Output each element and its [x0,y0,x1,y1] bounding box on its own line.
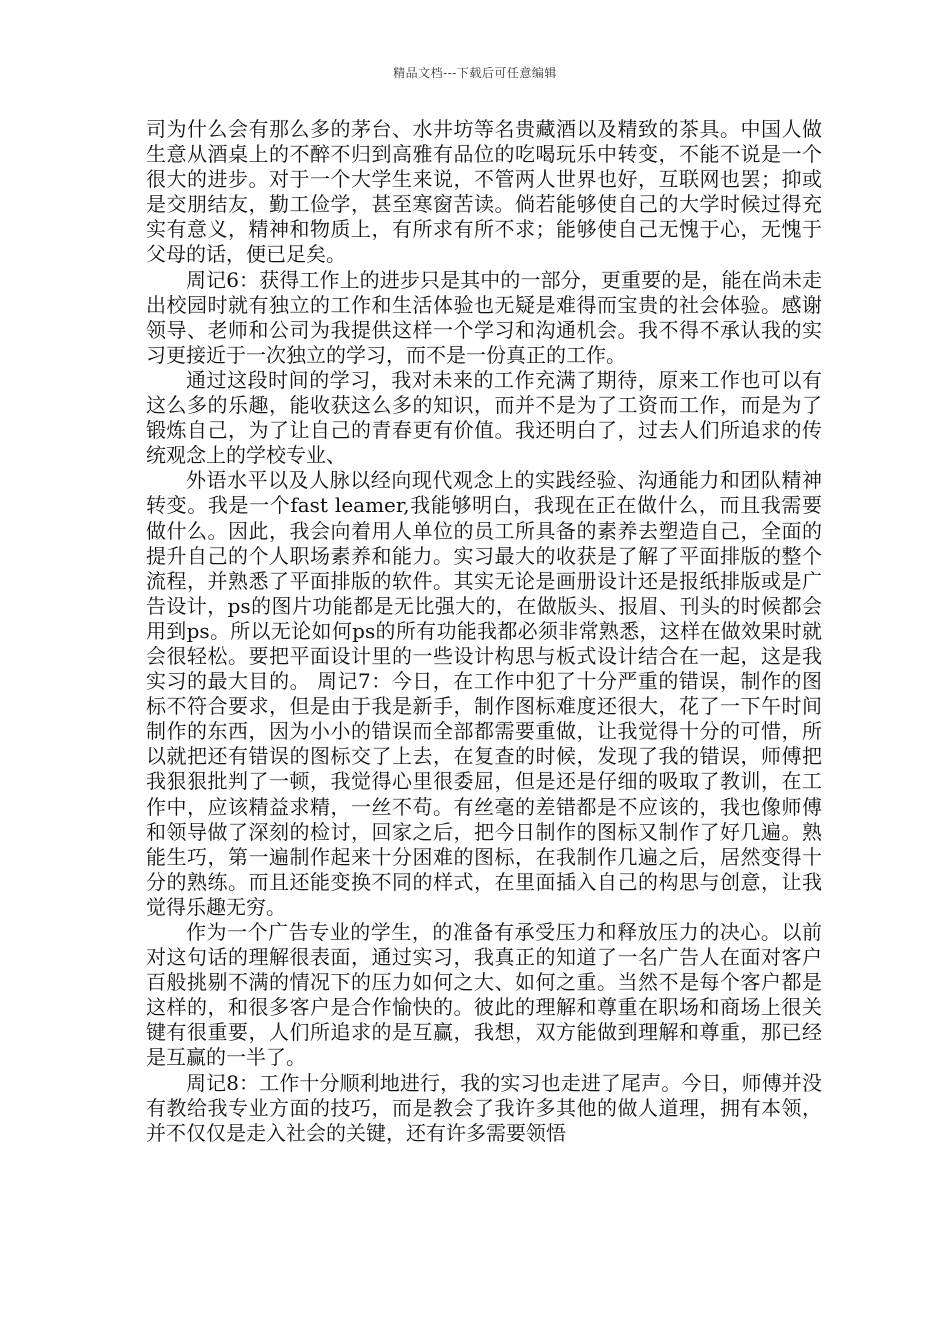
paragraph-1: 司为什么会有那么多的茅台、水井坊等名贵藏酒以及精致的茶具。中国人做生意从酒桌上的不醉不归到高雅有品位的吃喝玩乐中转变，不能不说是一个很大的进步。对于一个大学生来说，不管两人世界也好，互联网也罢；抑或是交朋结友，勤工俭学，甚至寒窗苦读。倘若能够使自己的大学时候过得充实有意义，精神和物质上，有所求有所不求；能够使自己无愧于心，无愧于父母的话，便已足矣。 [146,117,822,267]
paragraph-6: 周记8：工作十分顺利地进行，我的实习也走进了尾声。今日，师傅并没有教给我专业方面的技巧，而是教会了我许多其他的做人道理，拥有本领，并不仅仅是走入社会的关键，还有许多需要领悟 [146,1070,822,1145]
paragraph-4: 外语水平以及人脉以经向现代观念上的实践经验、沟通能力和团队精神转变。我是一个fast leamer,我能够明白，我现在正在做什么，而且我需要做什么。因此，我会向着用人单位的员工所具备的素养去塑造自己，全面的提升自己的个人职场素养和能力。实习最大的收获是了解了平面排版的整个流程，并熟悉了平面排版的软件。其实无论是画册设计还是报纸排版或是广告设计，ps的图片功能都是无比强大的，在做版头、报眉、刊头的时候都会用到ps。所以无论如何ps的所有功能我都必须非常熟悉，这样在做效果时就会很轻松。要把平面设计里的一些设计构思与板式设计结合在一起，这是我实习的最大目的。 周记7：今日，在工作中犯了十分严重的错误，制作的图标不符合要求，但是由于我是新手，制作图标难度还很大，花了一下午时间制作的东西，因为小小的错误而全部都需要重做，让我觉得十分的可惜，所以就把还有错误的图标交了上去，在复查的时候，发现了我的错误，师傅把我狠狠批判了一顿，我觉得心里很委屈，但是还是仔细的吸取了教训，在工作中，应该精益求精，一丝不苟。有丝毫的差错都是不应该的，我也像师傅和领导做了深刻的检讨，回家之后，把今日制作的图标又制作了好几遍。熟能生巧，第一遍制作起来十分困难的图标，在我制作几遍之后，居然变得十分的熟练。而且还能变换不同的样式，在里面插入自己的构思与创意，让我觉得乐趣无穷。 [146,468,822,919]
paragraph-5: 作为一个广告专业的学生，的准备有承受压力和释放压力的决心。以前对这句话的理解很表面，通过实习，我真正的知道了一名广告人在面对客户百般挑剔不满的情况下的压力如何之大、如何之重。当然不是每个客户都是这样的，和很多客户是合作愉快的。彼此的理解和尊重在职场和商场上很关键有很重要，人们所追求的是互赢，我想，双方能做到理解和尊重，那已经是互赢的一半了。 [146,920,822,1070]
page-header: 精品文档---下载后可任意编辑 [393,66,557,80]
document-body [146,117,822,1146]
paragraph-2: 周记6：获得工作上的进步只是其中的一部分，更重要的是，能在尚未走出校园时就有独立的工作和生活体验也无疑是难得而宝贵的社会体验。感谢领导、老师和公司为我提供这样一个学习和沟通机会。我不得不承认我的实习更接近于一次独立的学习，而不是一份真正的工作。 [146,267,822,367]
paragraph-3: 通过这段时间的学习，我对未来的工作充满了期待，原来工作也可以有这么多的乐趣，能收获这么多的知识，而并不是为了工资而工作，而是为了锻炼自己，为了让自己的青春更有价值。我还明白了，过去人们所追求的传统观念上的学校专业、 [146,367,822,468]
